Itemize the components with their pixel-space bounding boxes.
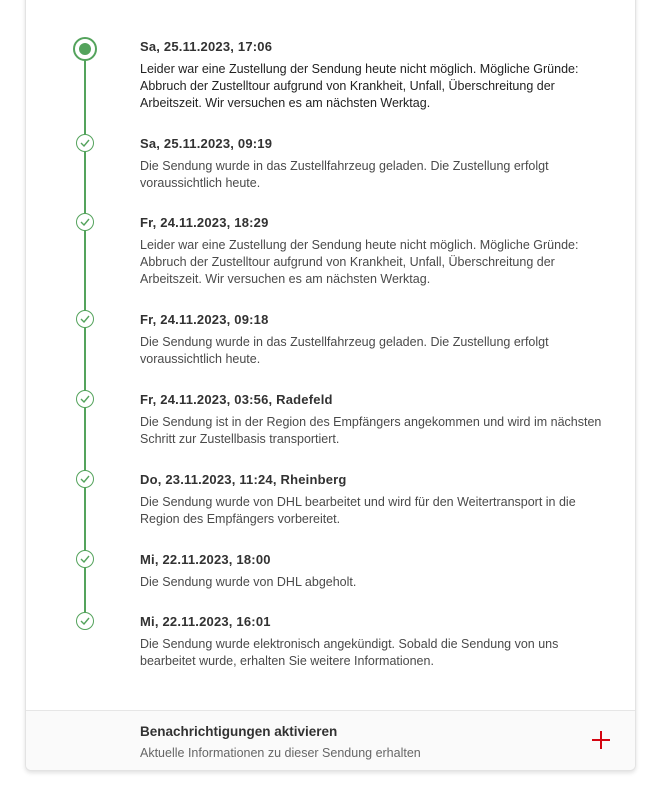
notifications-subtitle: Aktuelle Informationen zu dieser Sendung erhalten xyxy=(140,746,421,760)
check-icon xyxy=(76,213,94,231)
event-date: Sa, 25.11.2023, 09:19 xyxy=(140,136,273,151)
event-date: Fr, 24.11.2023, 03:56, Radefeld xyxy=(140,392,333,407)
event-description: Leider war eine Zustellung der Sendung heute nicht möglich. Mögliche Gründe: Abbruch der Zustelltour aufgrund von Krankheit, Unfall, Überschreitung der Arbeitszeit. Wir versuchen es am nächsten Werktag. xyxy=(140,62,579,110)
event-description: Leider war eine Zustellung der Sendung heute nicht möglich. Mögliche Gründe: Abbruch der Zustelltour aufgrund von Krankheit, Unfall, Überschreitung der Arbeitszeit. Wir versuchen es am nächsten Werktag. xyxy=(140,238,579,286)
event-description: Die Sendung ist in der Region des Empfängers angekommen und wird im nächsten Schritt zur Zustellbasis transportiert. xyxy=(140,415,602,446)
event-date: Mi, 22.11.2023, 16:01 xyxy=(140,614,271,629)
event-date: Fr, 24.11.2023, 18:29 xyxy=(140,215,269,230)
check-icon xyxy=(76,612,94,630)
event-description: Die Sendung wurde von DHL abgeholt. xyxy=(140,575,357,589)
event-date: Fr, 24.11.2023, 09:18 xyxy=(140,312,269,327)
event-description: Die Sendung wurde in das Zustellfahrzeug geladen. Die Zustellung erfolgt voraussichtlich heute. xyxy=(140,159,549,190)
event-description: Die Sendung wurde elektronisch angekündigt. Sobald die Sendung von uns bearbeitet wurde, erhalten Sie weitere Informationen. xyxy=(140,637,559,668)
check-icon xyxy=(76,390,94,408)
event-description: Die Sendung wurde von DHL bearbeitet und wird für den Weitertransport in die Region des Empfängers vorbereitet. xyxy=(140,495,576,526)
event-date: Sa, 25.11.2023, 17:06 xyxy=(140,39,273,54)
shipment-history-card xyxy=(25,0,636,771)
event-date: Mi, 22.11.2023, 18:00 xyxy=(140,552,271,567)
plus-icon[interactable] xyxy=(591,730,611,750)
enable-notifications-row[interactable] xyxy=(26,710,635,771)
event-description: Die Sendung wurde in das Zustellfahrzeug geladen. Die Zustellung erfolgt voraussichtlich heute. xyxy=(140,335,549,366)
check-icon xyxy=(76,470,94,488)
notifications-title: Benachrichtigungen aktivieren xyxy=(140,724,338,739)
current-status-icon xyxy=(73,37,97,61)
event-date: Do, 23.11.2023, 11:24, Rheinberg xyxy=(140,472,347,487)
check-icon xyxy=(76,310,94,328)
tracking-timeline xyxy=(26,0,635,711)
check-icon xyxy=(76,134,94,152)
check-icon xyxy=(76,550,94,568)
